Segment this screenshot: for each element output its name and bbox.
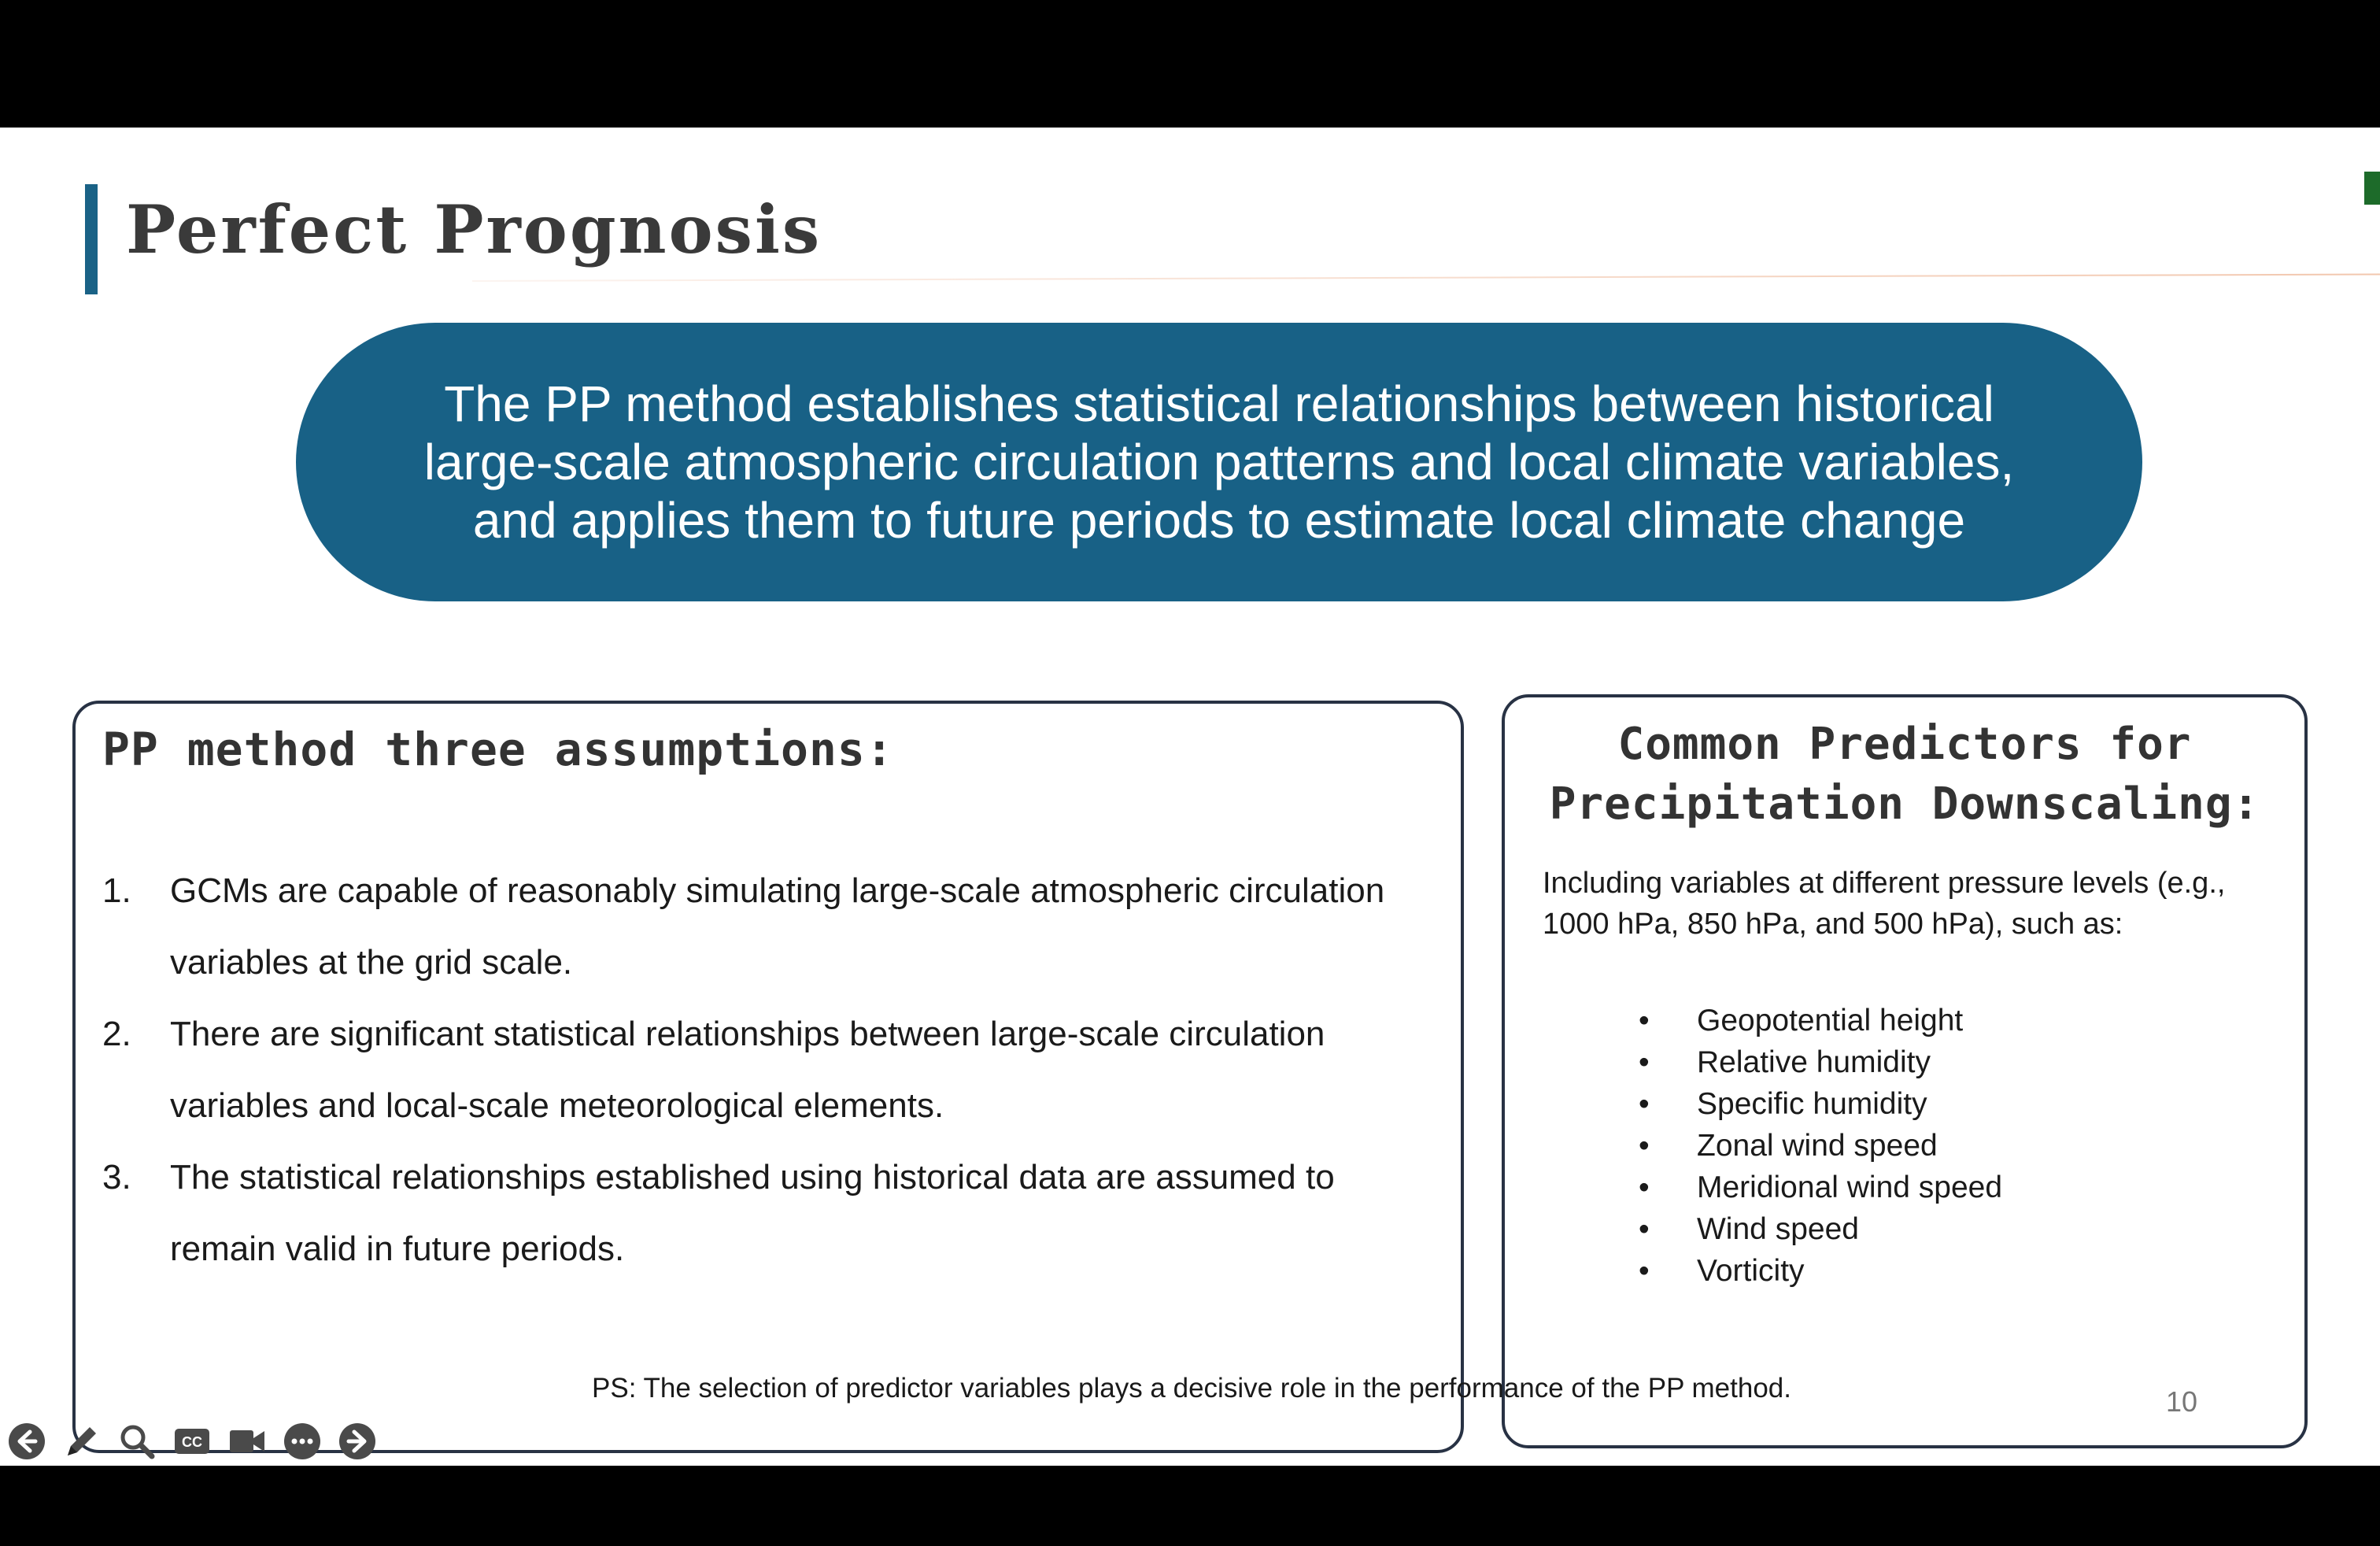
predictors-list: [1639, 1000, 2002, 1292]
captions-icon: [172, 1421, 213, 1462]
predictors-heading: [1505, 715, 2304, 834]
assumptions-list: [102, 855, 1432, 1285]
presentation-controls: [5, 1418, 379, 1464]
video-icon: [227, 1421, 268, 1462]
assumption-item: [102, 998, 1432, 1141]
previous-button[interactable]: [5, 1419, 49, 1463]
title-underline: [472, 274, 2380, 282]
banner-line: large-scale atmospheric circulation patterns and local climate variables,: [423, 434, 2015, 490]
predictor-item: • Vorticity: [1639, 1250, 2002, 1292]
item-text: GCMs are capable of reasonably simulating large-scale atmospheric circulation: [170, 871, 1385, 910]
title-accent-bar: [85, 184, 98, 294]
assumption-item: [102, 1141, 1432, 1285]
zoom-button[interactable]: [115, 1419, 159, 1463]
item-text: The statistical relationships established using historical data are assumed to: [170, 1158, 1335, 1196]
assumptions-box: [72, 701, 1464, 1453]
item-text: remain valid in future periods.: [170, 1230, 625, 1268]
banner-text: [424, 375, 2015, 549]
ps-note: PS: The selection of predictor variables plays a decisive role in the performance of the PP method.: [592, 1373, 1791, 1404]
item-text: variables at the grid scale.: [170, 943, 573, 982]
item-number: 2.: [102, 1015, 131, 1053]
intro-line: Including variables at different pressure levels (e.g.,: [1543, 867, 2226, 900]
item-text: There are significant statistical relationships between large-scale circulation: [170, 1015, 1325, 1053]
captions-button[interactable]: [170, 1419, 214, 1463]
corner-mark: [2364, 172, 2380, 205]
page-number: 10: [2166, 1385, 2198, 1418]
assumption-item: [102, 855, 1432, 998]
predictor-item: • Relative humidity: [1639, 1041, 2002, 1083]
banner-line: and applies them to future periods to estimate local climate change: [472, 492, 1966, 549]
predictors-box: [1502, 694, 2308, 1448]
item-number: 3.: [102, 1158, 131, 1196]
intro-line: 1000 hPa, 850 hPa, and 500 hPa), such as:: [1543, 908, 2123, 941]
video-button[interactable]: [225, 1419, 269, 1463]
assumptions-heading: PP method three assumptions:: [102, 723, 894, 776]
heading-line: Common Predictors for: [1617, 719, 2192, 770]
svg-text:CC: CC: [182, 1434, 202, 1450]
heading-line: Precipitation Downscaling:: [1549, 779, 2260, 830]
next-icon: [337, 1421, 378, 1462]
summary-banner: [296, 323, 2142, 601]
predictor-item: • Geopotential height: [1639, 1000, 2002, 1041]
next-button[interactable]: [335, 1419, 379, 1463]
pen-icon: [61, 1421, 102, 1462]
more-icon: [282, 1421, 323, 1462]
item-text: variables and local-scale meteorological elements.: [170, 1086, 944, 1125]
predictors-intro: [1543, 863, 2282, 945]
slide: [0, 128, 2380, 1466]
pen-button[interactable]: [60, 1419, 104, 1463]
predictor-item: • Meridional wind speed: [1639, 1167, 2002, 1208]
predictor-item: • Zonal wind speed: [1639, 1125, 2002, 1167]
predictor-item: • Wind speed: [1639, 1208, 2002, 1250]
banner-line: The PP method establishes statistical relationships between historical: [444, 375, 1994, 432]
more-button[interactable]: [280, 1419, 324, 1463]
zoom-icon: [116, 1421, 157, 1462]
slide-title: Perfect Prognosis: [126, 190, 822, 268]
item-number: 1.: [102, 871, 131, 910]
previous-icon: [6, 1421, 47, 1462]
predictor-item: • Specific humidity: [1639, 1083, 2002, 1125]
